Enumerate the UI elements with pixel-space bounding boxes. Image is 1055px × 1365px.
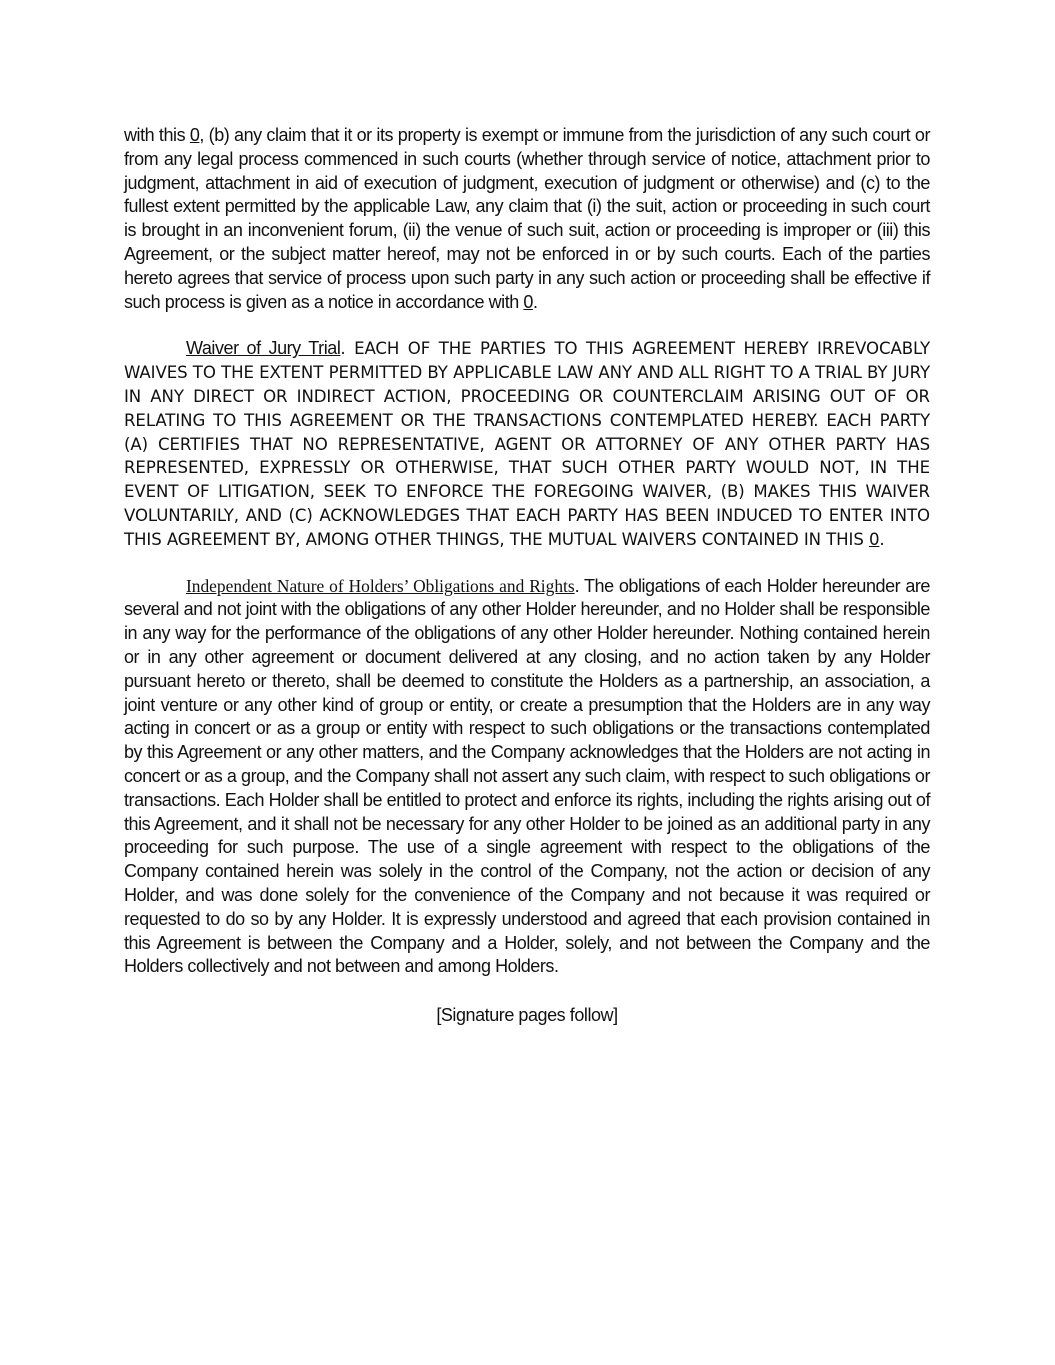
signature-pages-note: [Signature pages follow]	[436, 1005, 618, 1026]
paragraph-text: , (b) any claim that it or its property is exempt or immune from the jurisdiction of any such court or from any legal process commenced in such courts (whether through service of notice, attachment prior to judgment, attachment in aid of execution of judgment, execution of judgment or otherwise) and (c) to the fullest extent permitted by the applicable Law, any claim that (i) the suit, action or proceeding in such court is brought in an inconvenient forum, (ii) the venue of such suit, action or proceeding is improper or (iii) this Agreement, or the subject matter hereof, may not be enforced in or by such courts. Each of the parties hereto agrees that service of process upon such party in any such action or proceeding shall be effective if such process is given as a notice in accordance with	[124, 125, 930, 312]
paragraph-text: with this	[124, 125, 190, 145]
section-cross-reference: 0	[868, 529, 880, 549]
document-page	[124, 124, 930, 1045]
heading-punctuation: .	[340, 339, 355, 359]
section-heading: Waiver of Jury Trial	[186, 338, 341, 359]
heading-punctuation: .	[574, 575, 585, 596]
paragraph-independent-nature	[124, 575, 930, 980]
section-cross-reference: 0	[189, 125, 200, 145]
section-cross-reference: 0	[523, 291, 533, 312]
paragraph-waiver-of-jury-trial	[124, 337, 930, 551]
paragraph-text: The obligations of each Holder hereunder are several and not joint with the obligations of any other Holder hereunder, and no Holder shall be responsible in any way for the performance of the obligations of any other Holder hereunder. Nothing contained herein or in any other agreement or document delivered at any closing, and no action taken by any Holder pursuant hereto or thereto, shall be deemed to constitute the Holders as a partnership, an association, a joint venture or any other kind of group or entity, or create a presumption that the Holders are in any way acting in concert or as a group or entity with respect to such obligations or the transactions contemplated by this Agreement or any other matters, and the Company acknowledges that the Holders are not acting in concert or as a group, and the Company shall not assert any such claim, with respect to such obligations or transactions. Each Holder shall be entitled to protect and enforce its rights, including the rights arising out of this Agreement, and it shall not be necessary for any other Holder to be joined as an additional party in any proceeding for such purpose. The use of a single agreement with respect to the obligations of the Company contained herein was solely in the control of the Company, not the action or decision of any Holder, and was done solely for the convenience of the Company and not because it was required or requested to do so by any Holder. It is expressly understood and agreed that each provision contained in this Agreement is between the Company and a Holder, solely, and not between the Company and the Holders collectively and not between and among Holders.	[124, 575, 930, 977]
paragraph-text: .	[879, 529, 885, 549]
paragraph-text: .	[532, 291, 538, 312]
section-heading: Independent Nature of Holders’ Obligations and Rights	[186, 575, 575, 596]
paragraph-jurisdiction-waiver	[124, 124, 930, 314]
paragraph-text: EACH OF THE PARTIES TO THIS AGREEMENT HEREBY IRREVOCABLY WAIVES TO THE EXTENT PERMITTED BY APPLICABLE LAW ANY AND ALL RIGHT TO A TRIAL BY JURY IN ANY DIRECT OR INDIRECT ACTION, PROCEEDING OR COUNTERCLAIM ARISING OUT OF OR RELATING TO THIS AGREEMENT OR THE TRANSACTIONS CONTEMPLATED HEREBY. EACH PARTY (A) CERTIFIES THAT NO REPRESENTATIVE, AGENT OR ATTORNEY OF ANY OTHER PARTY HAS REPRESENTED, EXPRESSLY OR OTHERWISE, THAT SUCH OTHER PARTY WOULD NOT, IN THE EVENT OF LITIGATION, SEEK TO ENFORCE THE FOREGOING WAIVER, (B) MAKES THIS WAIVER VOLUNTARILY, AND (C) ACKNOWLEDGES THAT EACH PARTY HAS BEEN INDUCED TO ENTER INTO THIS AGREEMENT BY, AMONG OTHER THINGS, THE MUTUAL WAIVERS CONTAINED IN THIS	[124, 339, 930, 549]
